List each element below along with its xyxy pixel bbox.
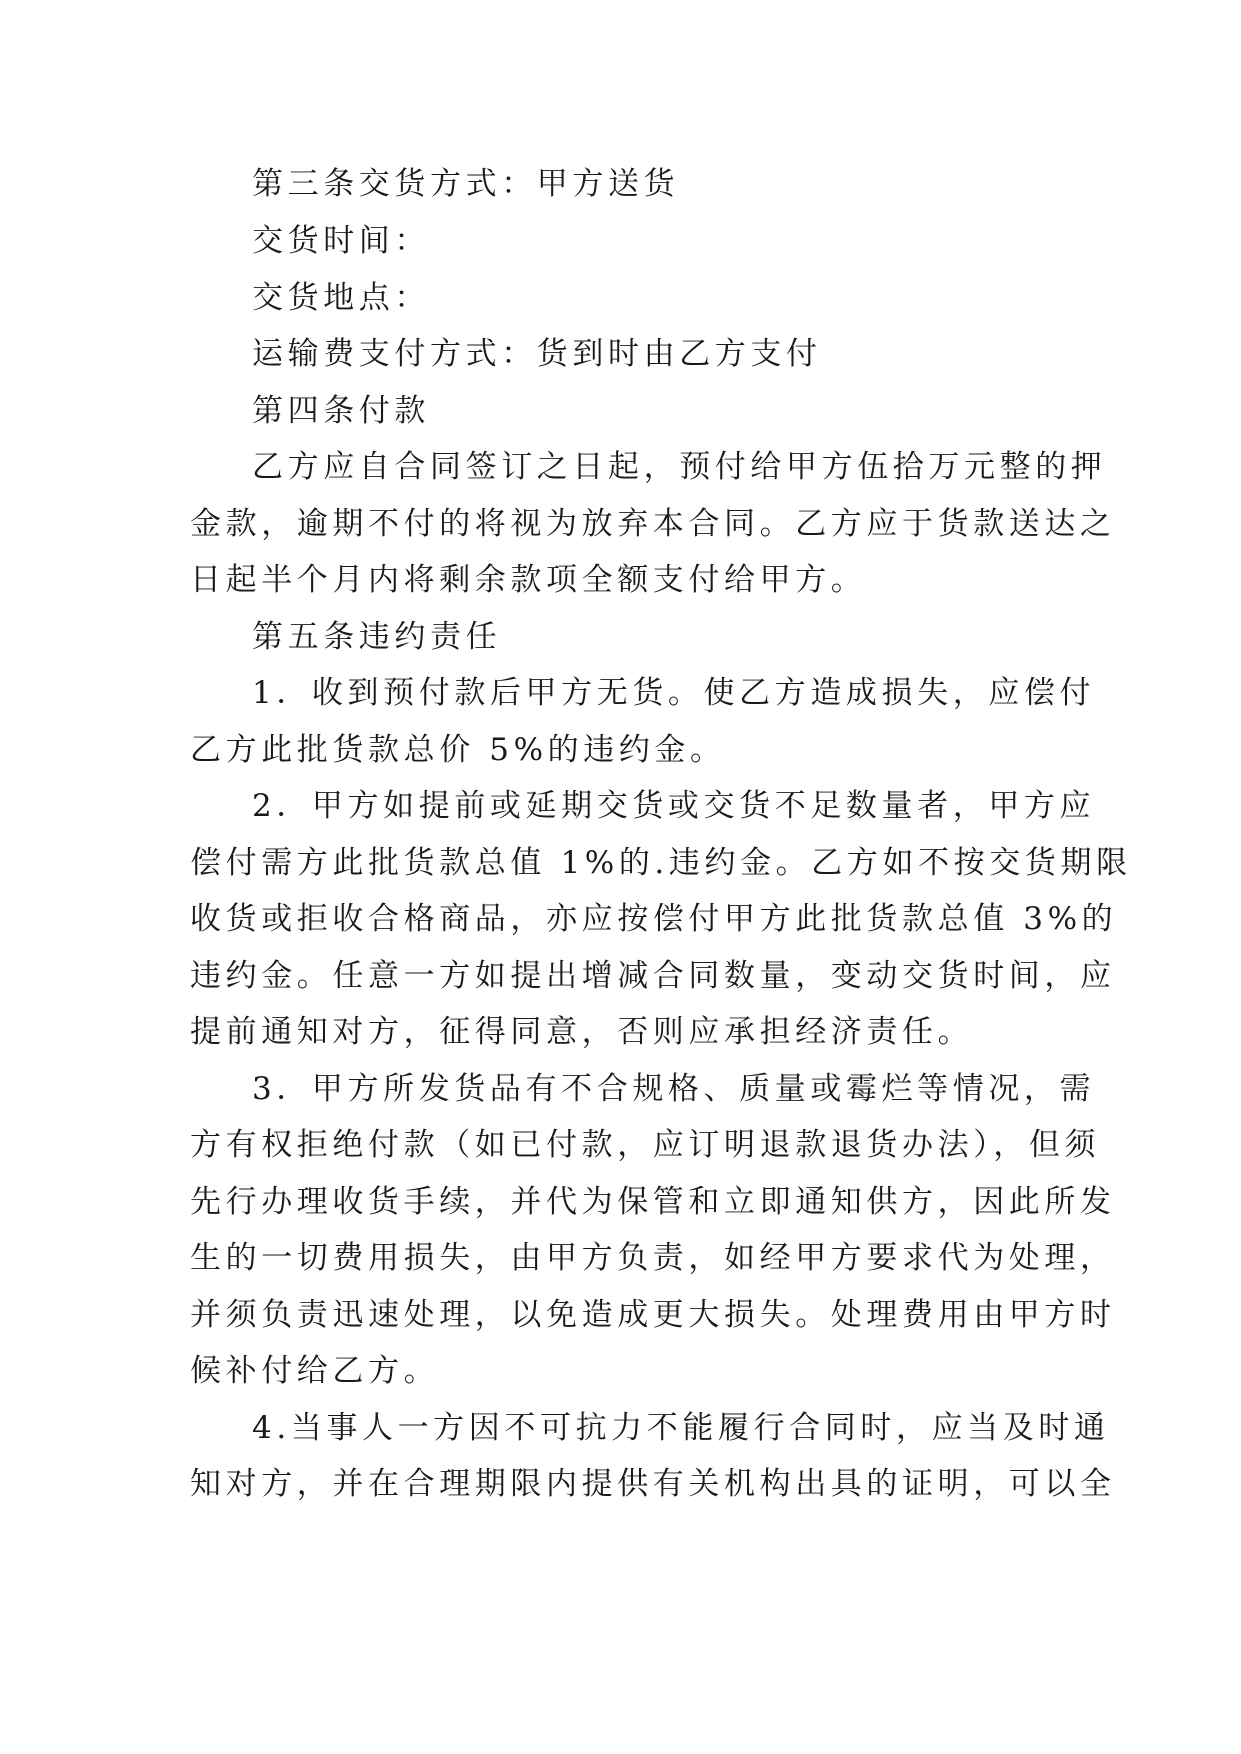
delivery-place-line: 交货地点： <box>252 280 430 316</box>
breach-item-3-line-2: 方有权拒绝付款（如已付款，应订明退款退货办法），但须 <box>190 1127 1101 1163</box>
clause-5-heading: 第五条违约责任 <box>252 619 502 655</box>
breach-item-4-line-1: 4.当事人一方因不可抗力不能履行合同时，应当及时通 <box>252 1410 1110 1446</box>
freight-payment-line: 运输费支付方式：货到时由乙方支付 <box>252 336 822 372</box>
breach-item-2-line-3: 收货或拒收合格商品，亦应按偿付甲方此批货款总值 3%的 <box>190 901 1118 937</box>
breach-item-2-line-5: 提前通知对方，征得同意，否则应承担经济责任。 <box>190 1014 974 1050</box>
payment-paragraph-line-2: 金款，逾期不付的将视为放弃本合同。乙方应于货款送达之 <box>190 506 1116 542</box>
payment-paragraph-line-1: 乙方应自合同签订之日起，预付给甲方伍拾万元整的押 <box>252 449 1107 485</box>
breach-item-3-line-4: 生的一切费用损失，由甲方负责，如经甲方要求代为处理， <box>190 1240 1116 1276</box>
payment-paragraph-line-3: 日起半个月内将剩余款项全额支付给甲方。 <box>190 562 867 598</box>
breach-item-2-line-1: 2．甲方如提前或延期交货或交货不足数量者，甲方应 <box>252 788 1096 824</box>
breach-item-2-line-4: 违约金。任意一方如提出增减合同数量，变动交货时间，应 <box>190 958 1116 994</box>
clause-4-heading: 第四条付款 <box>252 393 430 429</box>
clause-3-delivery-method: 第三条交货方式：甲方送货 <box>252 166 680 202</box>
breach-item-3-line-1: 3．甲方所发货品有不合规格、质量或霉烂等情况，需 <box>252 1071 1096 1107</box>
breach-item-3-line-3: 先行办理收货手续，并代为保管和立即通知供方，因此所发 <box>190 1184 1116 1220</box>
breach-item-1-line-2: 乙方此批货款总价 5%的违约金。 <box>190 732 726 768</box>
breach-item-1-line-1: 1．收到预付款后甲方无货。使乙方造成损失，应偿付 <box>252 675 1096 711</box>
breach-item-3-line-5: 并须负责迅速处理，以免造成更大损失。处理费用由甲方时 <box>190 1297 1116 1333</box>
delivery-time-line: 交货时间： <box>252 223 430 259</box>
breach-item-3-line-6: 候补付给乙方。 <box>190 1353 440 1389</box>
breach-item-2-line-2: 偿付需方此批货款总值 1%的.违约金。乙方如不按交货期限 <box>190 845 1132 881</box>
breach-item-4-line-2: 知对方，并在合理期限内提供有关机构出具的证明，可以全 <box>190 1466 1116 1502</box>
